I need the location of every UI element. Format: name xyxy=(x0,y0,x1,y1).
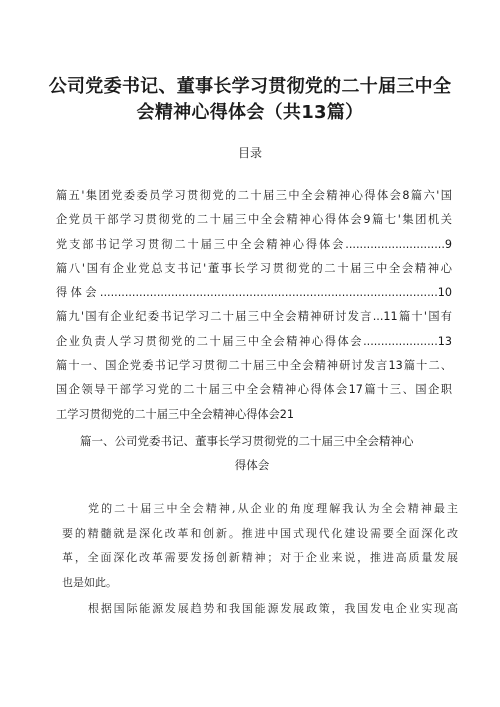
paragraph xyxy=(62,497,458,595)
toc-line: 得体会...............................................................................................10 xyxy=(56,286,452,300)
body-text xyxy=(62,497,458,624)
paragraph-line: 革，全面深化改革需要发扬创新精神；对于企业来说，推进高质量发展 xyxy=(62,551,458,564)
toc-line: 篇八'国有企业党总支书记'董事长学习贯彻党的二十届三中全会精神心 xyxy=(56,261,452,275)
paragraph xyxy=(62,597,458,622)
section-heading xyxy=(80,429,460,477)
toc-line: 企业负责人学习贯彻党的二十届三中全会精神心得体会.....................13 xyxy=(56,334,452,348)
section-heading-line: 得体会 xyxy=(234,458,270,472)
toc-line: 企党员干部学习贯彻党的二十届三中全会精神心得体会9篇七'集团机关 xyxy=(56,213,452,227)
toc-line: 篇九'国有企业纪委书记学习二十届三中全会精神研讨发言...11篇十'国有 xyxy=(56,310,452,324)
toc-line: 党支部书记学习贯彻二十届三中全会精神心得体会............................9 xyxy=(56,237,452,251)
toc-line: 工学习贯彻党的二十届三中全会精神心得体会21 xyxy=(56,407,294,421)
toc-line: 国企领导干部学习党的二十届三中全会精神心得体会17篇十三、国企职 xyxy=(56,383,452,397)
document-title-line: 公司党委书记、董事长学习贯彻党的二十届三中全 xyxy=(48,76,452,97)
section-heading-line: 篇一、公司党委书记、董事长学习贯彻党的二十届三中全会精神心 xyxy=(80,434,414,448)
paragraph-line: 也是如此。 xyxy=(62,575,117,589)
paragraph-line: 根据国际能源发展趋势和我国能源发展政策，我国发电企业实现高 xyxy=(88,602,458,615)
toc-line: 篇五'集团党委委员学习贯彻党的二十届三中全会精神心得体会8篇六'国 xyxy=(56,189,452,202)
document-title-line: 会精神心得体会（共13篇） xyxy=(136,102,364,123)
toc-heading: 目录 xyxy=(237,146,262,160)
document-title xyxy=(40,74,460,126)
paragraph-line: 要的精髓就是深化改革和创新。推进中国式现代化建设需要全面深化改 xyxy=(62,526,458,540)
toc-line: 篇十一、国企党委书记学习贯彻二十届三中全会精神研讨发言13篇十二、 xyxy=(56,359,452,373)
paragraph-line: 党的二十届三中全会精神,从企业的角度理解我认为全会精神最主 xyxy=(88,502,458,515)
table-of-contents xyxy=(56,184,452,427)
